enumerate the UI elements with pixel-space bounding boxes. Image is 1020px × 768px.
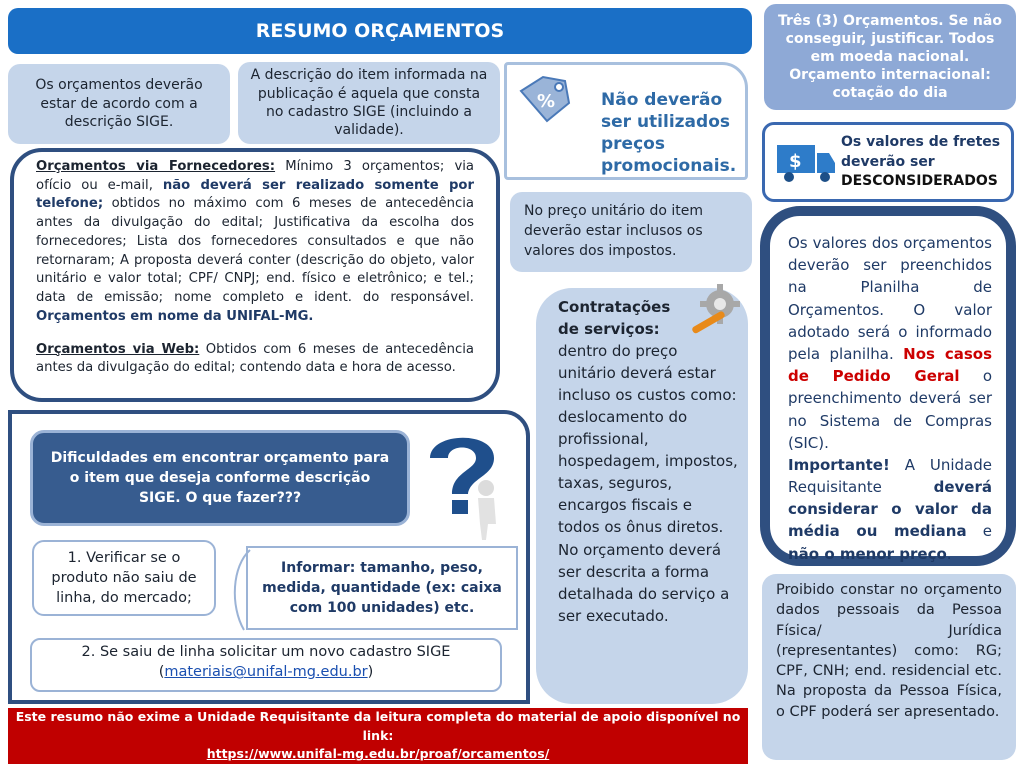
difficulty-question: Dificuldades em encontrar orçamento para o item que deseja conforme descrição SIGE. O que fazer???: [30, 430, 410, 526]
email-link[interactable]: materiais@unifal-mg.edu.br: [164, 664, 368, 681]
step-1: 1. Verificar se o produto não saiu de linha, do mercado;: [32, 540, 216, 616]
page-title: RESUMO ORÇAMENTOS: [8, 8, 752, 54]
tools-gear-icon: [686, 282, 742, 336]
svg-text:$: $: [789, 151, 802, 172]
inform-details: Informar: tamanho, peso, medida, quantidade (ex: caixa com 100 unidades) etc.: [246, 546, 518, 630]
promo-note: % Não deverão ser utilizados preços promocionais.: [504, 62, 748, 180]
spreadsheet-section: Os valores dos orçamentos deverão ser preenchidos na Planilha de Orçamentos. O valor adotado será o informado pela planilha. Nos casos de Pedido Geral o preenchimento deverá ser no Sistema de Compras (SIC). Importante! A Unidade Requisitante deverá considerar o valor da média ou mediana e não o menor preço.: [760, 206, 1016, 566]
taxes-note: No preço unitário do item deverão estar inclusos os valores dos impostos.: [510, 192, 752, 272]
difficulties-section: [8, 410, 530, 704]
sige-note: Os orçamentos deverão estar de acordo com a descrição SIGE.: [8, 64, 230, 144]
description-note: A descrição do item informada na publicação é aquela que consta no cadastro SIGE (incluindo a validade).: [238, 62, 500, 144]
step-2: 2. Se saiu de linha solicitar um novo cadastro SIGE (materiais@unifal-mg.edu.br): [30, 638, 502, 692]
footer-note: Este resumo não exime a Unidade Requisitante da leitura completa do material de apoio disponível no link: https://www.unifal-mg.edu.br/proaf/orcamentos/: [8, 708, 748, 764]
prohibition-note: Proibido constar no orçamento dados pessoais da Pessoa Física/ Jurídica (representantes) como: RG; CPF, CNH; end. residencial etc. Na proposta da Pessoa Física, o CPF poderá ser apresentado.: [762, 574, 1016, 760]
question-figure-icon: [416, 424, 512, 542]
freight-note: $ Os valores de fretes deverão ser DESCONSIDERADOS: [762, 122, 1014, 202]
suppliers-section: Orçamentos via Fornecedores: Mínimo 3 orçamentos; via ofício ou e-mail, não deverá ser realizado somente por telefone; obtidos no máximo com 6 meses de antecedência antes da divulgação do edital; Justificativa da escolha dos fornecedores; Lista dos fornecedores consultados e que não retornaram; A proposta deverá conter (descrição do objeto, valor unitário e valor total; CPF/ CNPJ; end. físico e eletrônico; e tel.; data de emissão; nome completo e ident. do responsável. Orçamentos em nome da UNIFAL-MG. Orçamentos via Web: Obtidos com 6 meses de antecedência antes da divulgação do edital; contendo data e hora de acesso.: [10, 148, 500, 402]
svg-text:%: %: [537, 91, 556, 112]
three-quotes-note: Três (3) Orçamentos. Se não conseguir, justificar. Todos em moeda nacional. Orçamento internacional: cotação do dia: [764, 4, 1016, 110]
services-section: Contratações de serviços: dentro do preço unitário deverá estar incluso os custos como: deslocamento do profissional, hospedagem, impostos, taxas, seguros, encargos fiscais e todos os ônus diretos. No orçamento deverá ser descrita a forma detalhada do serviço a ser executado.: [536, 288, 748, 704]
truck-dollar-icon: [775, 143, 837, 183]
footer-link[interactable]: https://www.unifal-mg.edu.br/proaf/orcamentos/: [206, 746, 550, 762]
